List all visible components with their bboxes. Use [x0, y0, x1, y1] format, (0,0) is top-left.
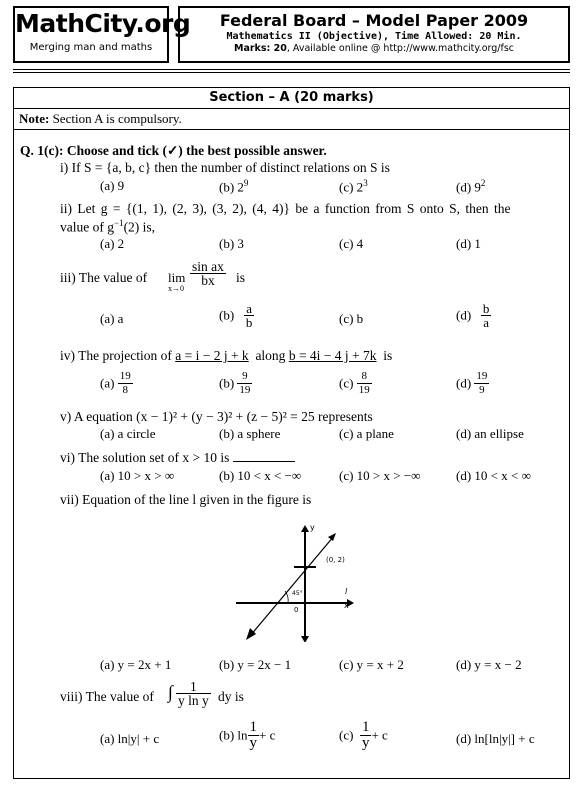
q3-option-a[interactable]: (a) a: [100, 311, 124, 326]
q3-fraction: $\frac{\text{sin ax}}{bx}$: [192, 259, 224, 288]
q6-text: vi) The solution set of x > 10 is: [60, 449, 295, 466]
header-rule-1: [13, 69, 570, 70]
q3-text: iii) The value of: [60, 270, 148, 285]
angle-arc: [285, 591, 288, 603]
q1-option-a[interactable]: (a) 9: [100, 178, 125, 193]
fig-label-angle: 45°: [292, 590, 303, 597]
q8-end: dy is: [218, 689, 244, 704]
line-l-arrow: [328, 533, 336, 541]
paper-title: Federal Board – Model Paper 2009: [219, 11, 529, 30]
q5-option-a[interactable]: (a) a circle: [100, 426, 156, 441]
q1-option-c[interactable]: (c) $2^3$: [339, 178, 368, 195]
q6-option-b[interactable]: (b) 10 < x < −∞: [219, 468, 302, 483]
q2-option-b[interactable]: (b) 3: [219, 236, 244, 251]
fig-label-x: x: [344, 601, 349, 610]
q7-option-b[interactable]: (b) y = 2x − 1: [219, 657, 292, 672]
q5-option-c[interactable]: (c) a plane: [339, 426, 394, 441]
q4-vector-b: b = 4i − 4 j + 7k: [288, 348, 377, 363]
section-note: [13, 109, 570, 130]
q8-fraction: $\frac{1}{\text{y ln y}}$: [178, 679, 209, 708]
q8-option-a[interactable]: (a) ln|y| + c: [100, 731, 160, 746]
q4-option-d[interactable]: (d) $\frac{19}{9}$: [456, 370, 488, 396]
question-label: Q. 1(c): Choose and tick (✓) the best possible answer.: [20, 143, 327, 158]
line-l: [250, 536, 334, 636]
q1-option-b[interactable]: (b) $2^9$: [219, 178, 249, 195]
logo-box: [13, 6, 191, 63]
marks-label: Marks: 20: [234, 43, 287, 54]
q1-text: i) If S = {a, b, c} then the number of distinct relations on S is: [60, 160, 390, 175]
q5-option-d[interactable]: (d) an ellipse: [456, 426, 524, 441]
q4-option-c[interactable]: (c) $\frac{8}{19}$: [339, 370, 370, 396]
fig-label-y: y: [310, 523, 315, 532]
q7-text: vii) Equation of the line l given in the figure is: [60, 492, 312, 507]
q8-option-c[interactable]: (c) $\frac{1}{y}$ + c: [339, 719, 388, 751]
fig-label-point: (0, 2): [326, 556, 345, 564]
q6-option-d[interactable]: (d) 10 < x < ∞: [456, 468, 531, 483]
q1-option-d[interactable]: (d) $9^2$: [456, 178, 486, 195]
q3-option-d[interactable]: (d) $\frac{b}{a}$: [456, 301, 490, 330]
q5-option-b[interactable]: (b) a sphere: [219, 426, 281, 441]
q7-option-a[interactable]: (a) y = 2x + 1: [100, 657, 172, 672]
q4-text: iv) The projection of a = i − 2 j + k along b = 4i − 4 j + 7k is: [60, 348, 393, 363]
fig-label-l: l: [345, 587, 348, 596]
q2-text-line2: value of $g^{-1}(2)$ is,: [60, 218, 156, 235]
q4-vector-a: a = i − 2 j + k: [175, 348, 249, 363]
q6-option-c[interactable]: (c) 10 > x > −∞: [339, 468, 421, 483]
q7-option-d[interactable]: (d) y = x − 2: [456, 657, 522, 672]
q4-option-b[interactable]: (b) $\frac{9}{19}$: [219, 370, 251, 396]
q5-text: v) A equation (x − 1)² + (y − 3)² + (z − 5)² = 25 represents: [60, 409, 373, 424]
logo-title: MathCity.org: [15, 9, 191, 38]
q2-option-a[interactable]: (a) 2: [100, 236, 125, 251]
logo-tagline: Merging man and maths: [29, 42, 153, 53]
q8-option-d[interactable]: (d) ln[ln|y|] + c: [456, 731, 535, 746]
q2-option-d[interactable]: (d) 1: [456, 236, 481, 251]
online-text: , Available online @ http://www.mathcity.org/fsc: [286, 43, 514, 54]
note-label: Note:: [19, 111, 50, 126]
q7-option-c[interactable]: (c) y = x + 2: [339, 657, 404, 672]
header-rule-2: [13, 72, 570, 73]
q6-blank: [233, 449, 295, 462]
q8-text: viii) The value of: [60, 689, 154, 704]
paper-subtitle: Mathematics II (Objective), Time Allowed: 20 Min.: [226, 31, 522, 42]
note-text: Section A is compulsory.: [49, 111, 182, 126]
q4-option-a[interactable]: (a) $\frac{19}{8}$: [100, 370, 131, 396]
q3-end: is: [236, 270, 246, 285]
paper-marks-line: [180, 43, 568, 54]
fig-label-origin: 0: [294, 606, 299, 614]
q8-option-b[interactable]: (b) ln $\frac{1}{y}$ + c: [219, 719, 276, 751]
q3-lim-sub: x→0: [168, 284, 184, 293]
section-title: Section – A (20 marks): [13, 87, 570, 109]
y-axis-arrow: [301, 525, 309, 532]
y-axis-arrow-down: [301, 636, 309, 642]
q2-option-c[interactable]: (c) 4: [339, 236, 364, 251]
q3-option-b[interactable]: (b) $\frac{a}{b}$: [219, 301, 253, 330]
q6-option-a[interactable]: (a) 10 > x > ∞: [100, 468, 175, 483]
q3-lim: lim: [168, 270, 186, 285]
paper-header: [178, 6, 570, 63]
q7-line-figure: [230, 522, 360, 642]
q2-text-line1: ii) Let g = {(1, 1), (2, 3), (3, 2), (4, 4)} be a function from S onto S, then the: [60, 201, 511, 216]
q8-integral-sign: ∫: [168, 682, 173, 702]
q3-option-c[interactable]: (c) b: [339, 311, 364, 326]
